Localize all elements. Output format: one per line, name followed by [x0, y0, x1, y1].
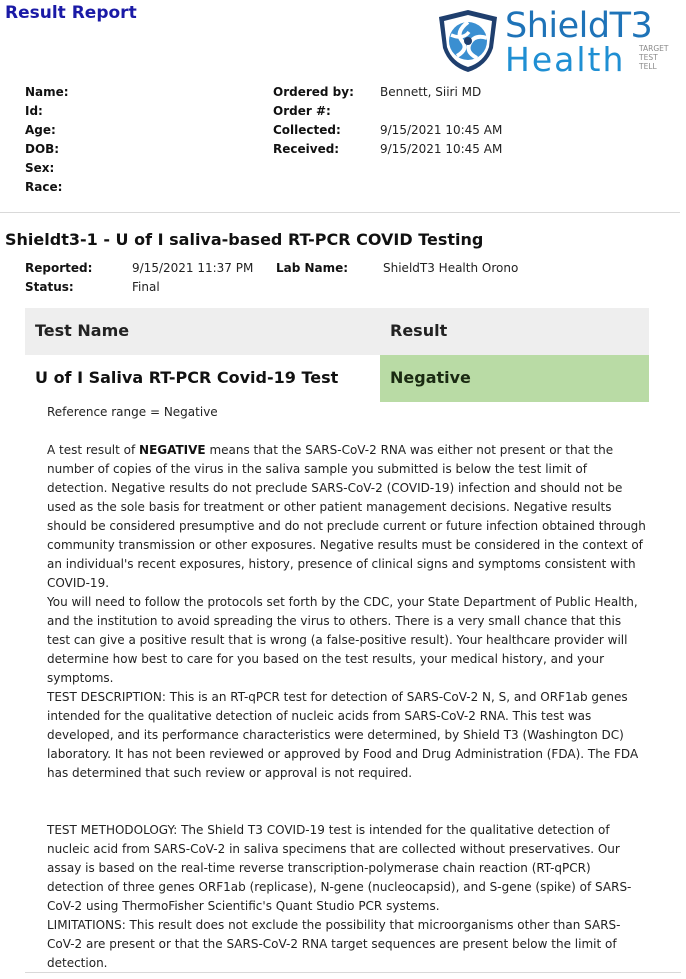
logo-tagline — [639, 44, 679, 71]
status-label: Status: — [25, 280, 74, 294]
footer-divider — [25, 972, 681, 973]
ordered-by-label: Ordered by: — [273, 85, 354, 99]
test-section-title: Shieldt3-1 - U of I saliva-based RT-PCR COVID Testing — [5, 230, 484, 249]
sex-label: Sex: — [25, 161, 55, 175]
dob-label: DOB: — [25, 142, 60, 156]
test-description-paragraph — [47, 688, 647, 783]
ordered-by-value: Bennett, Siiri MD — [380, 85, 482, 99]
negative-explanation — [47, 441, 647, 593]
lab-name-value: ShieldT3 Health Orono — [383, 261, 519, 275]
column-header-test-name: Test Name — [35, 321, 130, 340]
result-cell — [380, 355, 649, 402]
id-label: Id: — [25, 104, 43, 118]
lab-name-label: Lab Name: — [276, 261, 349, 275]
reported-value: 9/15/2021 11:37 PM — [132, 261, 254, 275]
status-value: Final — [132, 280, 160, 294]
tagline-test: TEST — [639, 53, 658, 62]
age-label: Age: — [25, 123, 56, 137]
name-label: Name: — [25, 85, 69, 99]
negative-prefix: A test result of — [47, 443, 140, 457]
test-name-cell: U of I Saliva RT-PCR Covid-19 Test — [35, 368, 339, 387]
column-header-result: Result — [390, 321, 448, 340]
tagline-tell: TELL — [639, 62, 657, 71]
header-divider — [0, 212, 680, 213]
logo-text-bottom: Health — [505, 40, 626, 79]
result-table — [25, 308, 649, 402]
logo-text-top: ShieldT3 — [505, 6, 653, 46]
received-label: Received: — [273, 142, 340, 156]
order-number-label: Order #: — [273, 104, 331, 118]
race-label: Race: — [25, 180, 63, 194]
collected-value: 9/15/2021 10:45 AM — [380, 123, 503, 137]
protocols-text: You will need to follow the protocols set forth by the CDC, your State Department of Public Health, and the institution to avoid spreading the virus to others. There is a very small chance that this test can give a positive result that is wrong (a false-positive result). Your healthcare provider will determine how best to care for you based on the test results, your medical history, and your symptoms. — [47, 595, 638, 685]
limitations-paragraph — [47, 916, 647, 973]
negative-rest: means that the SARS-CoV-2 RNA was either not present or that the number of copies of the virus in the saliva sample you submitted is below the test limit of detection. Negative results do not preclude SARS-CoV-2 (COVID-19) infection and should not be used as the sole basis for treatment or other patient management decisions. Negative results should be considered presumptive and do not preclude current or future infection obtained through community transmission or other exposures. Negative results must be considered in the context of an individual's recent exposures, history, presence of clinical signs and symptoms consistent with COVID-19. — [47, 443, 646, 590]
shield-icon — [435, 8, 501, 74]
reference-range — [47, 403, 647, 422]
tagline-target: TARGET — [639, 44, 669, 53]
test-description-text: TEST DESCRIPTION: This is an RT-qPCR test for detection of SARS-CoV-2 N, S, and ORF1ab genes intended for the qualitative detection of nucleic acids from SARS-CoV-2 RNA. This test was developed, and its performance characteristics were determined, by Shield T3 (Washington DC) laboratory. It has not been reviewed or approved by Food and Drug Administration (FDA). The FDA has determined that such review or approval is not required. — [47, 690, 639, 780]
received-value: 9/15/2021 10:45 AM — [380, 142, 503, 156]
test-methodology-paragraph — [47, 821, 647, 916]
table-header-row — [25, 308, 649, 355]
shieldt3-logo — [435, 6, 675, 79]
collected-label: Collected: — [273, 123, 341, 137]
negative-keyword: NEGATIVE — [139, 443, 206, 457]
table-row — [25, 355, 649, 402]
limitations-text: LIMITATIONS: This result does not exclude the possibility that microorganisms other than SARS-CoV-2 are present or that the SARS-CoV-2 RNA target sequences are present below the limit of detection. — [47, 918, 621, 970]
test-methodology-text: TEST METHODOLOGY: The Shield T3 COVID-19 test is intended for the qualitative detection of nucleic acid from SARS-CoV-2 in saliva specimens that are collected without preservatives. Our assay is based on the real-time reverse transcription-polymerase chain reaction (RT-qPCR) detection of three genes ORF1ab (replicase), N-gene (nucleocapsid), and S-gene (spike) of SARS-CoV-2 using ThermoFisher Scientific's Quant Studio PCR systems. — [47, 823, 632, 913]
result-value: Negative — [390, 368, 471, 387]
protocols-paragraph — [47, 593, 647, 688]
negative-explanation-text — [47, 441, 647, 593]
reported-label: Reported: — [25, 261, 93, 275]
reference-range-text: Reference range = Negative — [47, 405, 218, 419]
report-title: Result Report — [5, 3, 137, 23]
